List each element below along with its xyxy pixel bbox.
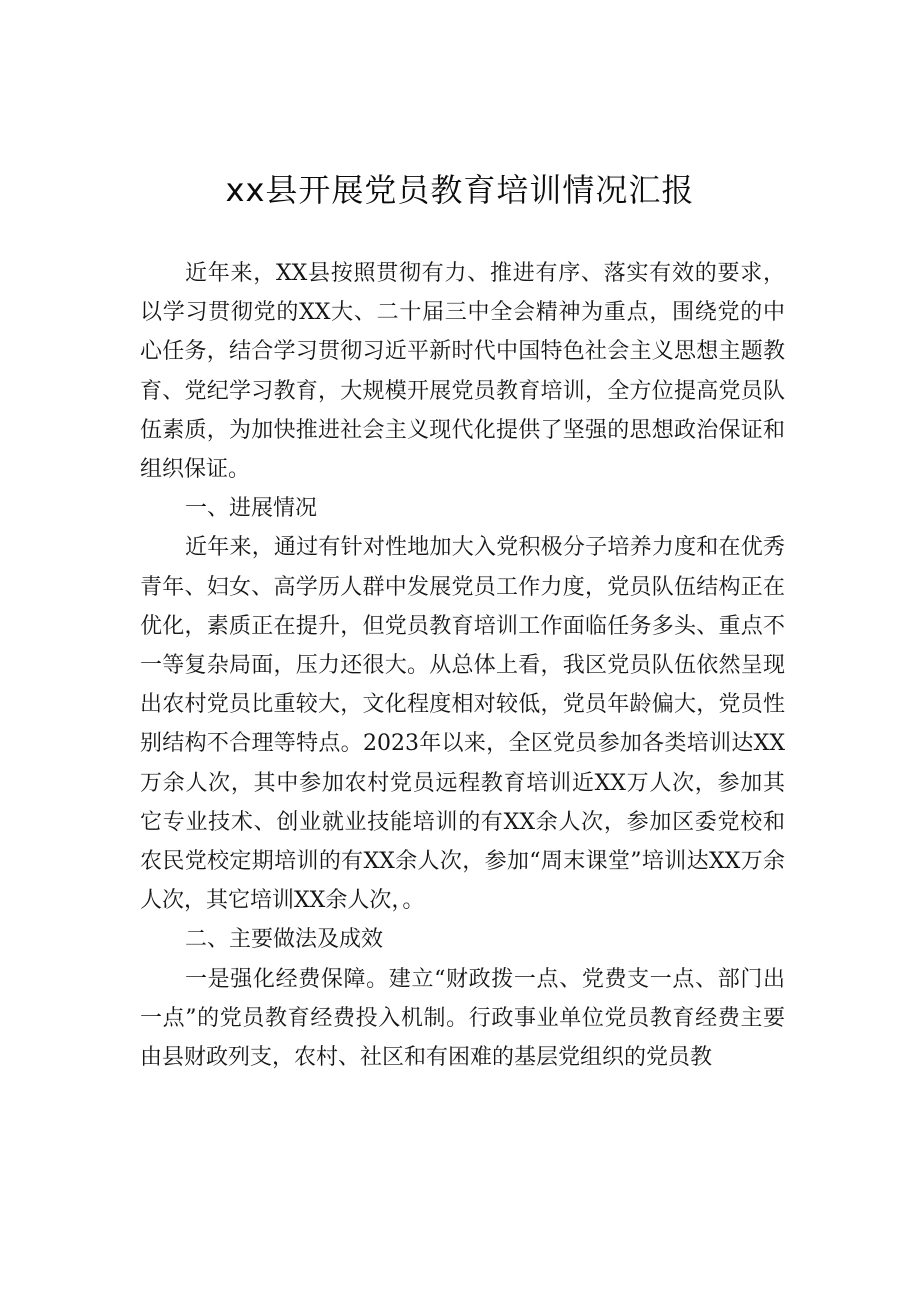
section-heading-measures: 二、主要做法及成效: [185, 927, 384, 953]
section-heading-progress: 一、进展情况: [185, 496, 318, 522]
document-body: [140, 254, 785, 1077]
document-title: xx县开展党员教育培训情况汇报: [225, 171, 695, 209]
measures-paragraph: 一是强化经费保障。建立“财政拨一点、党费支一点、部门出一点”的党员教育经费投入机制。行政事业单位党员教育经费主要由县财政列支，农村、社区和有困难的基层党组织的党员教: [140, 966, 785, 1071]
progress-paragraph: 近年来，通过有针对性地加大入党积极分子培养力度和在优秀青年、妇女、高学历人群中发展党员工作力度，党员队伍结构正在优化，素质正在提升，但党员教育培训工作面临任务多头、重点不一等复杂局面，压力还很大。从总体上看，我区党员队伍依然呈现出农村党员比重较大，文化程度相对较低，党员年龄偏大，党员性别结构不合理等特点。2023年以来，全区党员参加各类培训达XX万余人次，其中参加农村党员远程教育培训近XX万人次，参加其它专业技术、创业就业技能培训的有XX余人次，参加区委党校和农民党校定期培训的有XX余人次，参加“周末课堂”培训达XX万余人次，其它培训XX余人次，。: [140, 535, 785, 914]
intro-paragraph: 近年来，XX县按照贯彻有力、推进有序、落实有效的要求，以学习贯彻党的XX大、二十届三中全会精神为重点，围绕党的中心任务，结合学习贯彻习近平新时代中国特色社会主义思想主题教育、党纪学习教育，大规模开展党员教育培训，全方位提高党员队伍素质，为加快推进社会主义现代化提供了坚强的思想政治保证和组织保证。: [140, 261, 785, 483]
